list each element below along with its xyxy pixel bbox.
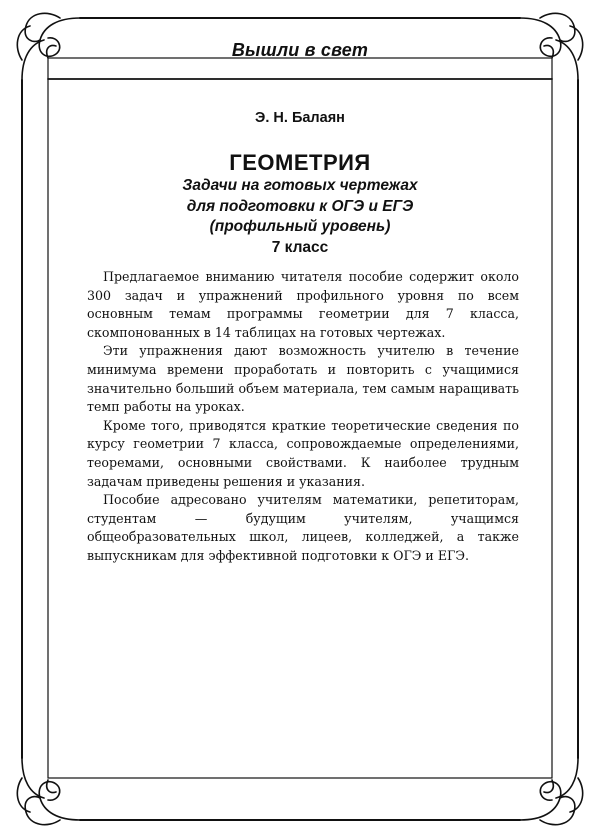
description-paragraph: Эти упражнения дают возможность учителю в течение минимума времени проработать и повторить с учащимися значительно больший объем материала, тем самым наращивать темп работы на уроках. (87, 343, 519, 415)
book-title: ГЕОМЕТРИЯ (229, 150, 371, 175)
subtitle-line: Задачи на готовых чертежах (182, 177, 418, 194)
author-name: Э. Н. Балаян (255, 110, 345, 126)
description-paragraph: Предлагаемое вниманию читателя пособие содержит около 300 задач и упражнений профильного уровня по всем основным темам программы геометрии для 7 класса, скомпонованных в 14 таблицах на готовых чертежах. (87, 269, 519, 340)
subtitle-line: (профильный уровень) (209, 218, 391, 235)
title-block (40, 150, 560, 258)
corner-ornament-bottom-left (17, 758, 80, 825)
description-paragraph: Кроме того, приводятся краткие теоретические сведения по курсу геометрии 7 класса, сопровождаемые определениями, теоремами, основными свойствами. К наиболее трудным задачам приведены решения и указания. (87, 417, 519, 489)
corner-ornament-bottom-right (520, 758, 583, 825)
section-heading: Вышли в свет (231, 40, 369, 60)
subtitle-line: для подготовки к ОГЭ и ЕГЭ (186, 197, 414, 215)
grade-label: 7 класс (271, 238, 329, 256)
book-description (87, 268, 519, 566)
description-paragraph: Пособие адресовано учителям математики, репетиторам, студентам — будущим учителям, учащимся общеобразовательных школ, лицеев, колледжей, а также выпускникам для эффективной подготовки к ОГЭ и ЕГЭ. (87, 492, 519, 563)
